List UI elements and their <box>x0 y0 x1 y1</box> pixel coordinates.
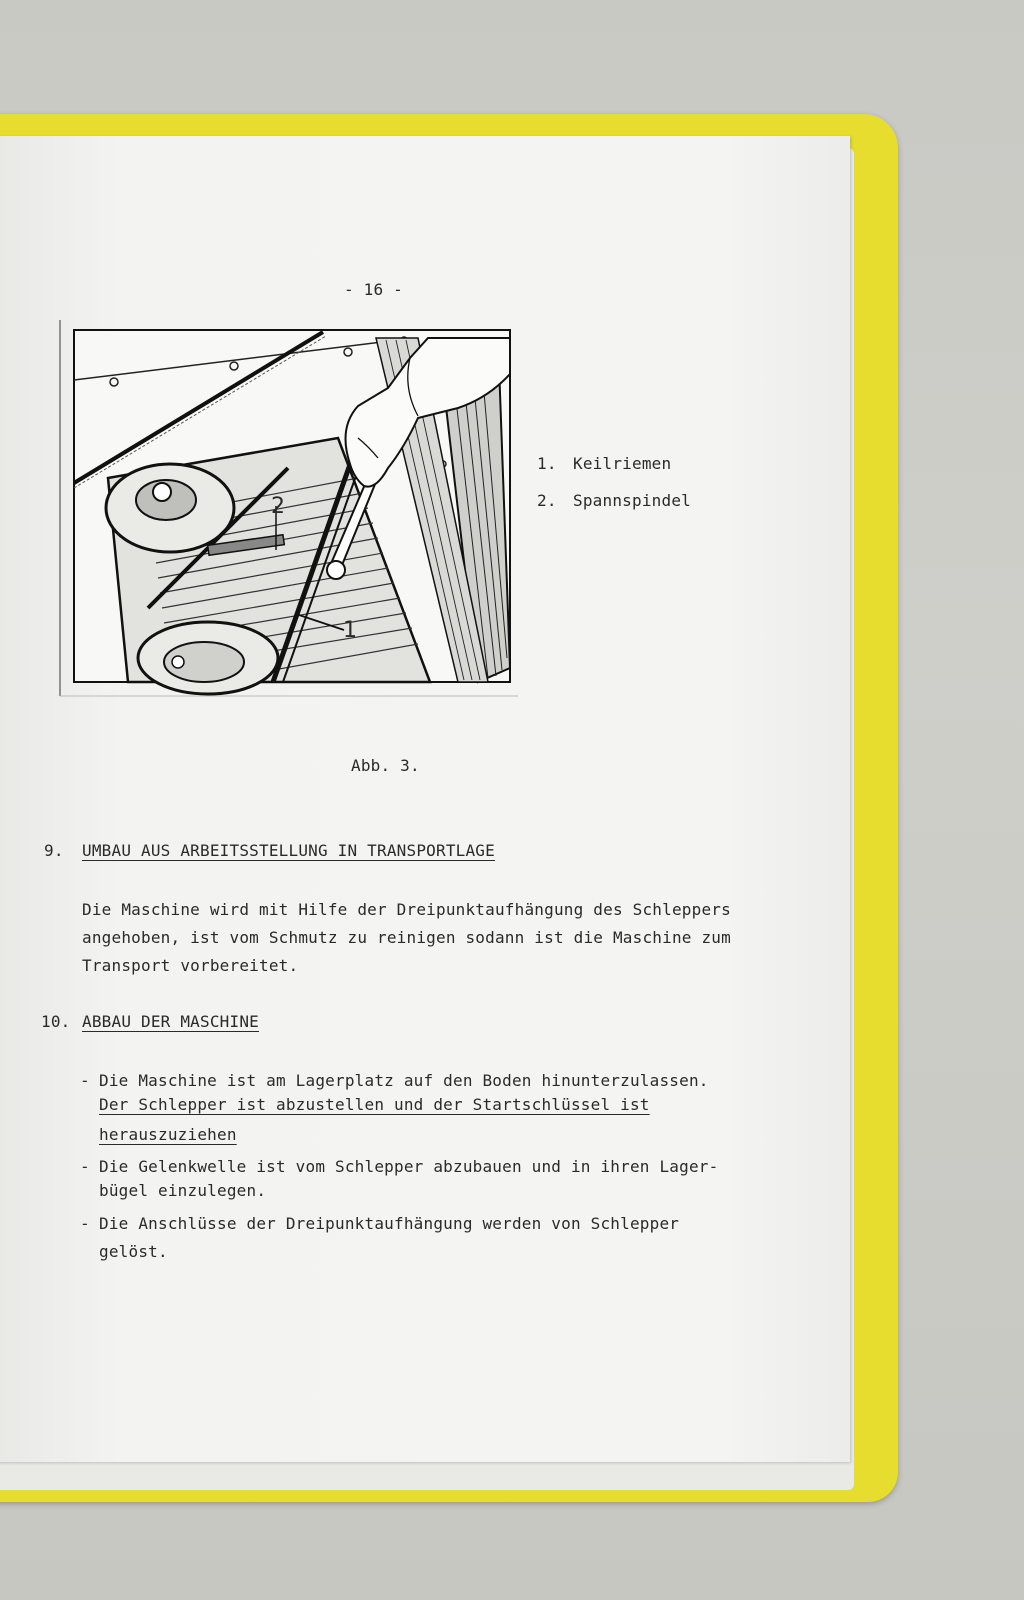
legend-number: 2. <box>537 491 557 510</box>
bullet-text: Die Maschine ist am Lagerplatz auf den Boden hinunterzulassen. <box>99 1071 709 1090</box>
bullet-item-1 <box>80 1067 709 1095</box>
page-number: - 16 - <box>344 280 403 299</box>
section-9-line-2: angehoben, ist vom Schmutz zu reinigen sodann ist die Maschine zum <box>82 928 731 947</box>
bullet-dash: - <box>80 1214 90 1233</box>
bullet-item-3 <box>80 1210 679 1238</box>
bullet-1-warning-line-1: Der Schlepper ist abzustellen und der Startschlüssel ist <box>99 1095 650 1114</box>
bullet-3-continuation: gelöst. <box>99 1242 168 1261</box>
bullet-1-warning-line-2: herauszuziehen <box>99 1125 237 1144</box>
legend-number: 1. <box>537 454 557 473</box>
bullet-item-2 <box>80 1153 718 1181</box>
section-9-line-3: Transport vorbereitet. <box>82 956 299 975</box>
figure-caption: Abb. 3. <box>351 756 420 775</box>
legend-label: Spannspindel <box>573 491 691 510</box>
bullet-text: Die Anschlüsse der Dreipunktaufhängung werden von Schlepper <box>99 1214 680 1233</box>
bullet-dash: - <box>80 1071 90 1090</box>
bullet-text: Die Gelenkwelle ist vom Schlepper abzubauen und in ihren Lager- <box>99 1157 719 1176</box>
section-9-heading: UMBAU AUS ARBEITSSTELLUNG IN TRANSPORTLAGE <box>82 841 495 860</box>
bullet-2-continuation: bügel einzulegen. <box>99 1181 267 1200</box>
section-10-number: 10. <box>41 1012 71 1031</box>
figure-illustration <box>58 318 521 698</box>
figure-callout-2: 2 <box>271 494 286 519</box>
figure-callout-1: 1 <box>343 618 358 643</box>
section-9-number: 9. <box>44 841 64 860</box>
section-9-line-1: Die Maschine wird mit Hilfe der Dreipunktaufhängung des Schleppers <box>82 900 731 919</box>
bullet-dash: - <box>80 1157 90 1176</box>
legend-item-spannspindel <box>537 491 691 510</box>
legend-item-keilriemen <box>537 454 671 473</box>
legend-label: Keilriemen <box>573 454 672 473</box>
section-10-heading: ABBAU DER MASCHINE <box>82 1012 259 1031</box>
